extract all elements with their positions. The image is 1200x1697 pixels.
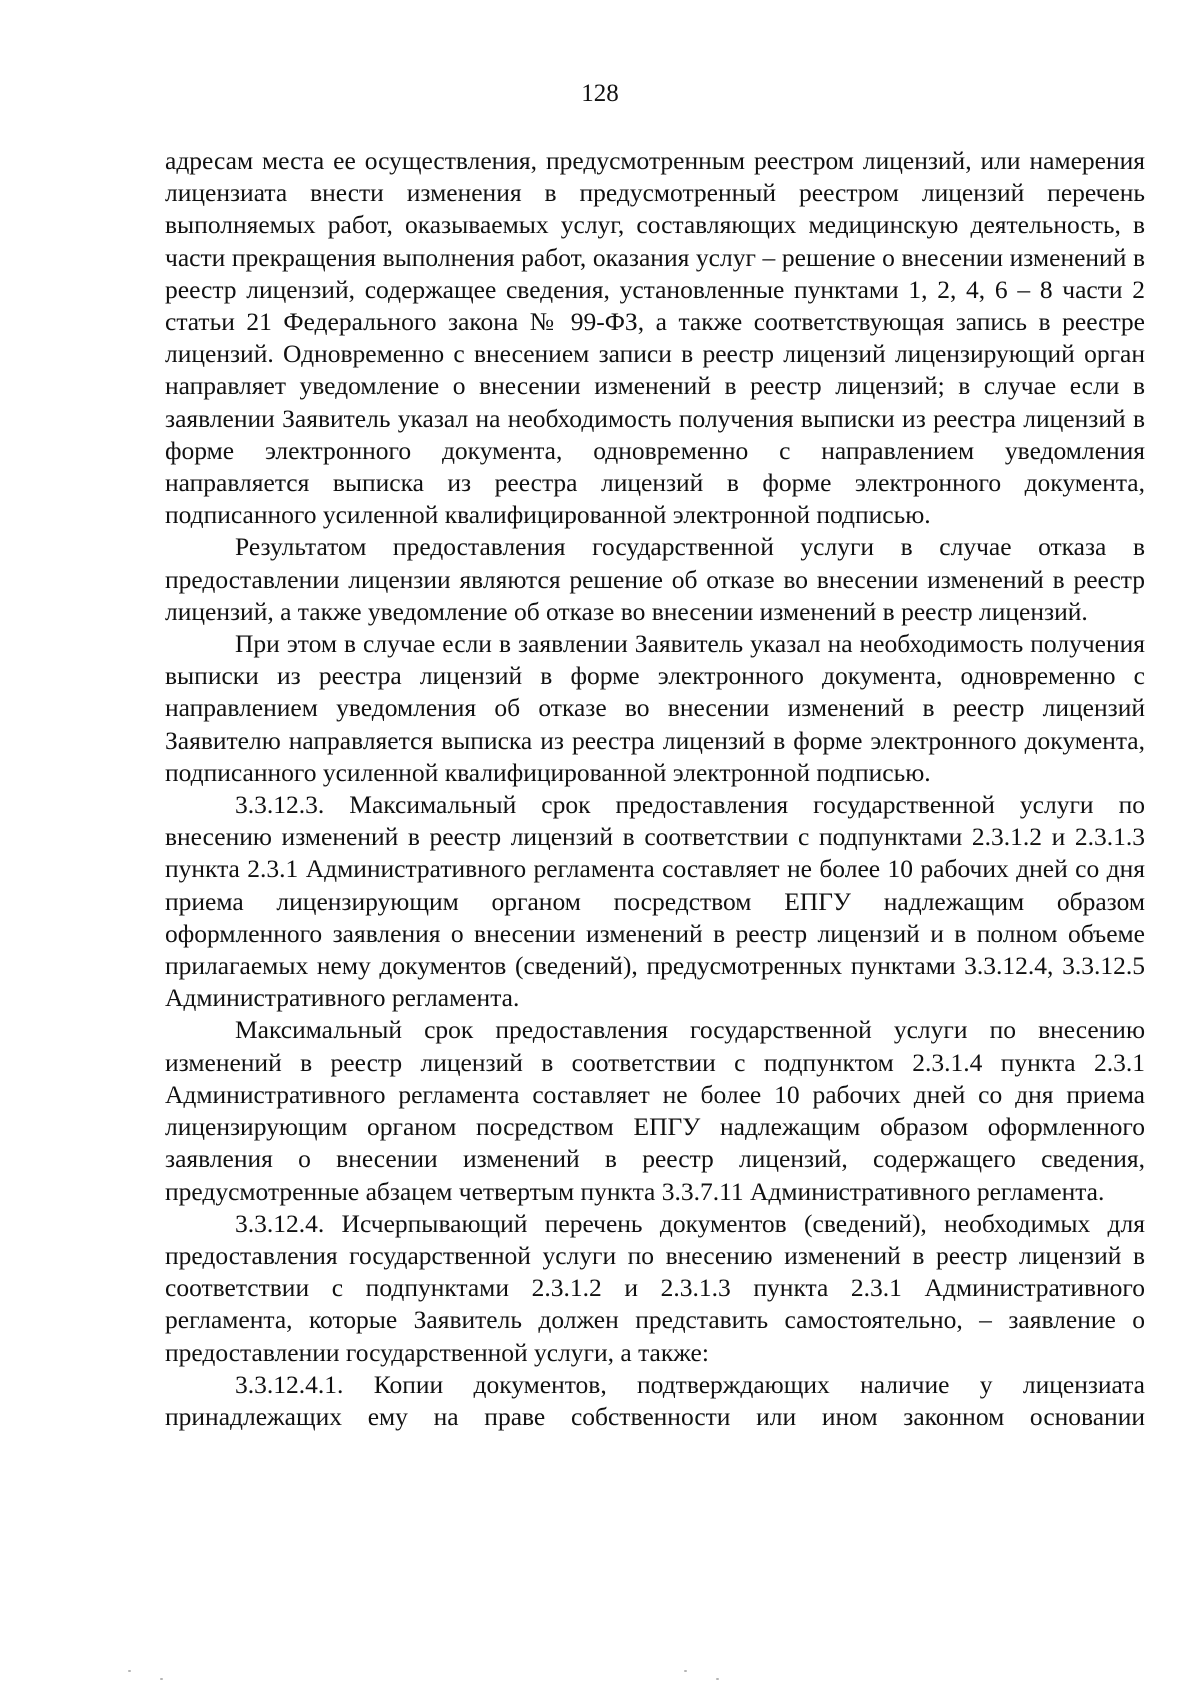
paragraph: При этом в случае если в заявлении Заявитель указал на необходимость получения выписки из реестра лицензий в форме электронного документа, одновременно с направлением уведомления об отказе во внесении изменений в реестр лицензий Заявителю направляется выписка из реестра лицензий в форме электронного документа, подписанного усиленной квалифицированной электронной подписью. <box>165 629 1145 787</box>
scan-speck <box>716 1678 719 1680</box>
paragraph: Максимальный срок предоставления государственной услуги по внесению изменений в реестр лицензий в соответствии с подпунктом 2.3.1.4 пункта 2.3.1 Административного регламента составляет не более 10 рабочих дней со дня приема лицензирующим органом посредством ЕПГУ надлежащим образом оформленного заявления о внесении изменений в реестр лицензий, содержащего сведения, предусмотренные абзацем четвертым пункта 3.3.7.11 Административного регламента. <box>165 1015 1145 1206</box>
scan-speck <box>128 1670 131 1672</box>
paragraph: Результатом предоставления государственной услуги в случае отказа в предоставлении лицензии являются решение об отказе во внесении изменений в реестр лицензий, а также уведомление об отказе во внесении изменений в реестр лицензий. <box>165 532 1145 626</box>
page-number: 128 <box>581 80 619 107</box>
scan-speck <box>160 1678 163 1680</box>
scan-artifacts <box>0 1670 1200 1690</box>
paragraph: 3.3.12.4. Исчерпывающий перечень документов (сведений), необходимых для предоставления государственной услуги по внесению изменений в реестр лицензий в соответствии с подпунктами 2.3.1.2 и 2.3.1.3 пункта 2.3.1 Административного регламента, которые Заявитель должен представить самостоятельно, – заявление о предоставлении государственной услуги, а также: <box>165 1208 1145 1367</box>
paragraph: 3.3.12.3. Максимальный срок предоставления государственной услуги по внесению изменений в реестр лицензий в соответствии с подпунктами 2.3.1.2 и 2.3.1.3 пункта 2.3.1 Административного регламента составляет не более 10 рабочих дней со дня приема лицензирующим органом посредством ЕПГУ надлежащим образом оформленного заявления о внесении изменений в реестр лицензий и в полном объеме прилагаемых нему документов (сведений), предусмотренных пунктами 3.3.12.4, 3.3.12.5 Административного регламента. <box>165 790 1145 1013</box>
paragraph: 3.3.12.4.1. Копии документов, подтверждающих наличие у лицензиата принадлежащих ему на праве собственности или ином законном основании <box>165 1369 1145 1431</box>
document-body <box>165 145 1145 1433</box>
scan-speck <box>684 1670 687 1672</box>
paragraph: адресам места ее осуществления, предусмотренным реестром лицензий, или намерения лицензиата внести изменения в предусмотренный реестром лицензий перечень выполняемых работ, оказываемых услуг, составляющих медицинскую деятельность, в части прекращения выполнения работ, оказания услуг – решение о внесении изменений в реестр лицензий, содержащее сведения, установленные пунктами 1, 2, 4, 6 – 8 части 2 статьи 21 Федерального закона № 99-ФЗ, а также соответствующая запись в реестре лицензий. Одновременно с внесением записи в реестр лицензий лицензирующий орган направляет уведомление о внесении изменений в реестр лицензий; в случае если в заявлении Заявитель указал на необходимость получения выписки из реестра лицензий в форме электронного документа, одновременно с направлением уведомления направляется выписка из реестра лицензий в форме электронного документа, подписанного усиленной квалифицированной электронной подписью. <box>165 146 1145 530</box>
